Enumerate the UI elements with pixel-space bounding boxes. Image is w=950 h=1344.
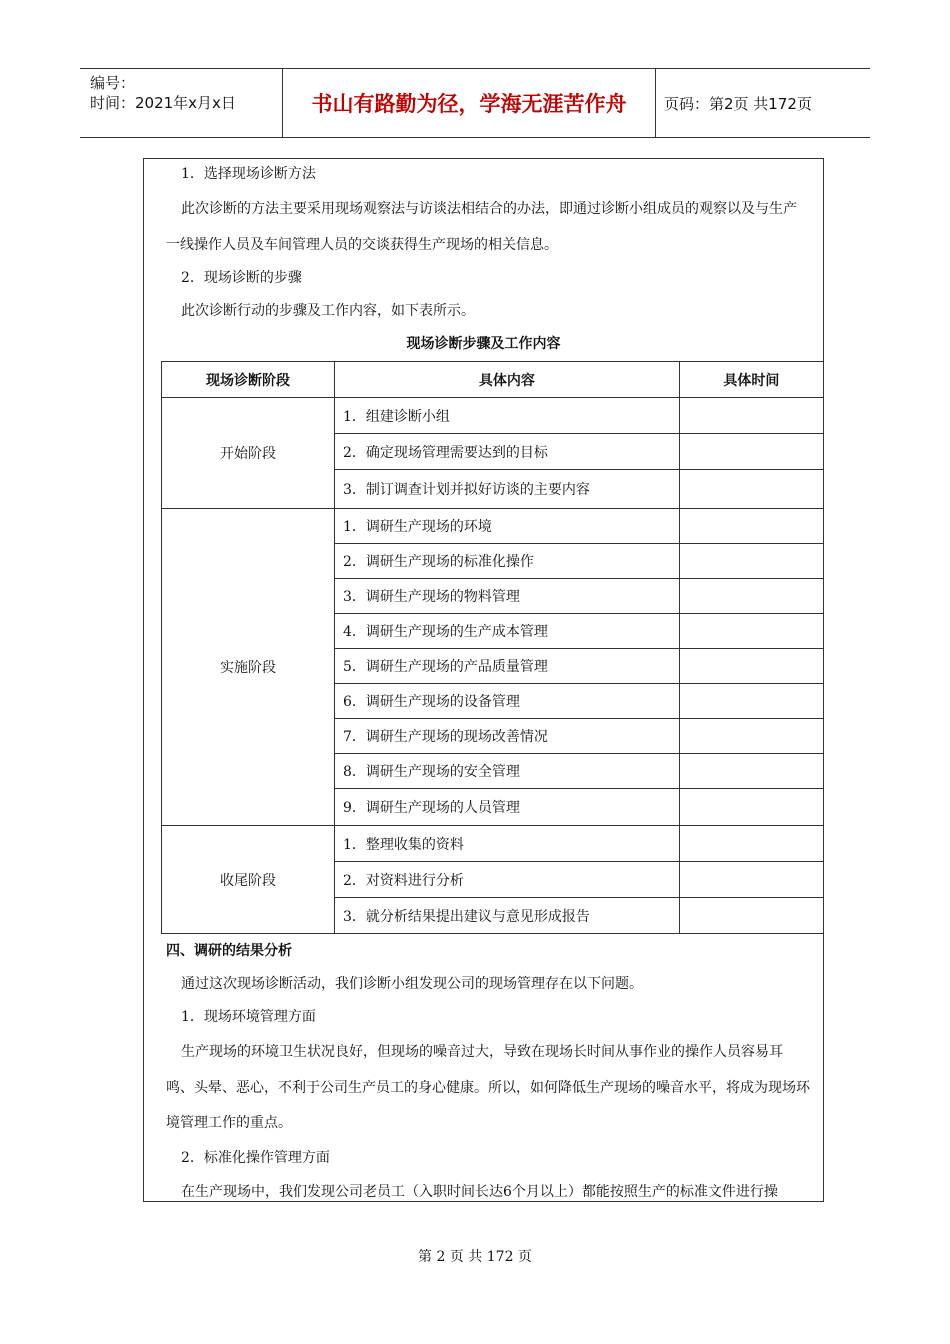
stage-cell: 开始阶段 xyxy=(162,398,335,509)
time-cell xyxy=(679,434,823,470)
time-cell xyxy=(679,719,823,754)
time-cell xyxy=(679,898,823,934)
header-meta xyxy=(80,69,282,137)
section-4-1-line-1: 生产现场的环境卫生状况良好，但现场的噪音过大，导致在现场长时间从事作业的操作人员容易耳 xyxy=(181,1044,783,1060)
content-cell: 2．确定现场管理需要达到的目标 xyxy=(334,434,679,470)
content-cell: 1．整理收集的资料 xyxy=(334,826,679,862)
document-date: 时间：2021年x月x日 xyxy=(90,94,236,112)
section-1-paragraph-line-1: 此次诊断的方法主要采用现场观察法与访谈法相结合的办法，即通过诊断小组成员的观察以及与生产 xyxy=(181,201,797,217)
time-cell xyxy=(679,684,823,719)
content-cell: 1．调研生产现场的环境 xyxy=(334,509,679,544)
table-header-content: 具体内容 xyxy=(334,362,679,398)
table-row xyxy=(162,509,824,544)
section-2-heading: 2．现场诊断的步骤 xyxy=(181,270,302,286)
document-number-label: 编号： xyxy=(90,74,136,92)
page-footer: 第 2 页 共 172 页 xyxy=(418,1249,532,1265)
content-cell: 9．调研生产现场的人员管理 xyxy=(334,789,679,826)
table-header-row xyxy=(162,362,824,398)
time-cell xyxy=(679,509,823,544)
content-cell: 2．调研生产现场的标准化操作 xyxy=(334,544,679,579)
table-row xyxy=(162,826,824,862)
time-cell xyxy=(679,649,823,684)
content-cell: 3．制订调查计划并拟好访谈的主要内容 xyxy=(334,470,679,509)
content-cell: 3．调研生产现场的物料管理 xyxy=(334,579,679,614)
content-cell: 1．组建诊断小组 xyxy=(334,398,679,434)
time-cell xyxy=(679,579,823,614)
header-motto: 书山有路勤为径，学海无涯苦作舟 xyxy=(282,69,656,137)
header-page-info: 页码：第2页 共172页 xyxy=(664,94,812,113)
time-cell xyxy=(679,754,823,789)
steps-table xyxy=(161,361,824,934)
content-cell: 8．调研生产现场的安全管理 xyxy=(334,754,679,789)
stage-cell: 实施阶段 xyxy=(162,509,335,826)
table-header-stage: 现场诊断阶段 xyxy=(162,362,335,398)
content-cell: 4．调研生产现场的生产成本管理 xyxy=(334,614,679,649)
section-4-1-line-3: 境管理工作的重点。 xyxy=(166,1115,292,1131)
section-4-heading: 四、调研的结果分析 xyxy=(166,943,292,959)
section-4-1-line-2: 鸣、头晕、恶心，不利于公司生产员工的身心健康。所以，如何降低生产现场的噪音水平，将成为现场环 xyxy=(166,1080,810,1096)
section-4-1-heading: 1．现场环境管理方面 xyxy=(181,1009,316,1025)
time-cell xyxy=(679,614,823,649)
section-4-2-heading: 2．标准化操作管理方面 xyxy=(181,1150,330,1166)
section-4-2-line-1: 在生产现场中，我们发现公司老员工（入职时间长达6个月以上）都能按照生产的标准文件进行操 xyxy=(181,1184,778,1200)
time-cell xyxy=(679,789,823,826)
table-title: 现场诊断步骤及工作内容 xyxy=(406,336,561,352)
document-header xyxy=(80,68,870,138)
time-cell xyxy=(679,826,823,862)
content-cell: 3．就分析结果提出建议与意见形成报告 xyxy=(334,898,679,934)
table-row xyxy=(162,398,824,434)
time-cell xyxy=(679,862,823,898)
content-cell: 7．调研生产现场的现场改善情况 xyxy=(334,719,679,754)
section-2-paragraph: 此次诊断行动的步骤及工作内容，如下表所示。 xyxy=(181,303,475,319)
content-cell: 2．对资料进行分析 xyxy=(334,862,679,898)
time-cell xyxy=(679,398,823,434)
table-header-time: 具体时间 xyxy=(679,362,823,398)
content-cell: 5．调研生产现场的产品质量管理 xyxy=(334,649,679,684)
section-1-paragraph-line-2: 一线操作人员及车间管理人员的交谈获得生产现场的相关信息。 xyxy=(166,237,558,253)
section-4-intro: 通过这次现场诊断活动，我们诊断小组发现公司的现场管理存在以下问题。 xyxy=(181,976,643,992)
stage-cell: 收尾阶段 xyxy=(162,826,335,934)
content-cell: 6．调研生产现场的设备管理 xyxy=(334,684,679,719)
time-cell xyxy=(679,544,823,579)
section-1-heading: 1．选择现场诊断方法 xyxy=(181,166,316,182)
time-cell xyxy=(679,470,823,509)
